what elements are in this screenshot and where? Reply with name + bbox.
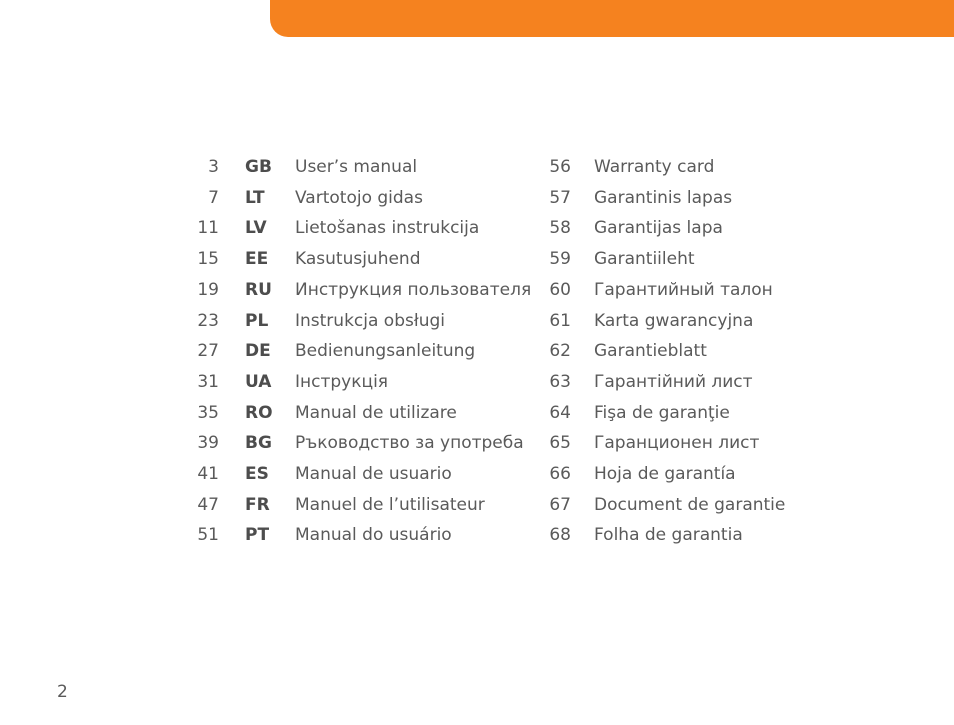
toc-warranty-title[interactable]: Гаранционен лист (594, 433, 760, 454)
toc-warranty-title[interactable]: Fişa de garanţie (594, 402, 730, 423)
toc-page-number: 39 (197, 433, 219, 454)
toc-page-number: 62 (549, 341, 571, 362)
toc-page-number: 61 (549, 310, 571, 331)
toc-manual-title[interactable]: Manuel de l’utilisateur (295, 494, 485, 515)
toc-row (0, 244, 954, 274)
toc-page-number: 66 (549, 464, 571, 484)
toc-page-number: 67 (549, 494, 571, 515)
header-banner (270, 0, 954, 37)
toc-language-code: UA (245, 371, 272, 392)
toc-language-code: LT (245, 187, 265, 208)
toc-language-code: BG (245, 433, 272, 454)
toc-page-number: 27 (197, 341, 219, 362)
toc-manual-title[interactable]: Instrukcja obsługi (295, 310, 445, 331)
toc-warranty-title[interactable]: Hoja de garantía (594, 464, 736, 484)
toc-manual-title[interactable]: Инструкция пользователя (295, 279, 532, 300)
toc-warranty-title[interactable]: Гарантійний лист (594, 371, 753, 392)
toc-row (0, 183, 954, 213)
toc-language-code: DE (245, 341, 271, 362)
toc-warranty-title[interactable]: Document de garantie (594, 494, 786, 515)
toc-page-number: 60 (549, 279, 571, 300)
toc-row (0, 213, 954, 243)
toc-manual-title[interactable]: User’s manual (295, 157, 418, 177)
toc-row (0, 152, 954, 182)
toc-page-number: 64 (549, 402, 571, 423)
toc-warranty-title[interactable]: Гарантийный талон (594, 279, 773, 300)
toc-page-number: 35 (197, 402, 219, 423)
toc-warranty-title[interactable]: Warranty card (594, 157, 715, 177)
toc-language-code: ES (245, 464, 269, 484)
toc-warranty-title[interactable]: Karta gwarancyjna (594, 310, 754, 331)
toc-language-code: RU (245, 279, 272, 300)
toc-page-number: 7 (208, 187, 219, 208)
toc-language-code: PL (245, 310, 269, 331)
toc-page-number: 68 (549, 525, 571, 546)
toc-page-number: 11 (197, 218, 219, 239)
toc-page-number: 47 (197, 494, 219, 515)
toc-warranty-title[interactable]: Garantiileht (594, 249, 695, 270)
toc-warranty-title[interactable]: Garantinis lapas (594, 187, 733, 208)
toc-row (0, 398, 954, 428)
toc-manual-title[interactable]: Lietošanas instrukcija (295, 218, 480, 239)
toc-page-number: 41 (197, 464, 219, 484)
toc-row (0, 490, 954, 520)
toc-warranty-title[interactable]: Folha de garantia (594, 525, 743, 546)
toc-page-number: 51 (197, 525, 219, 546)
toc-page-number: 56 (549, 157, 571, 177)
toc-page-number: 59 (549, 249, 571, 270)
toc-row (0, 367, 954, 397)
toc-page-number: 65 (549, 433, 571, 454)
toc-manual-title[interactable]: Manual do usuário (295, 525, 452, 546)
toc-manual-title[interactable]: Manual de utilizare (295, 402, 457, 423)
toc-language-code: GB (245, 157, 272, 177)
toc-row (0, 520, 954, 550)
toc-page-number: 31 (197, 371, 219, 392)
toc-row (0, 275, 954, 305)
toc-page-number: 3 (208, 157, 219, 177)
toc-page-number: 63 (549, 371, 571, 392)
toc-row (0, 336, 954, 366)
toc-language-code: EE (245, 249, 269, 270)
page-number: 2 (57, 682, 68, 702)
toc-page-number: 57 (549, 187, 571, 208)
toc-manual-title[interactable]: Ръководство за употреба (295, 433, 524, 454)
toc-warranty-title[interactable]: Garantijas lapa (594, 218, 723, 239)
toc-manual-title[interactable]: Інструкція (295, 371, 389, 392)
toc-row (0, 306, 954, 336)
toc-warranty-title[interactable]: Garantieblatt (594, 341, 707, 362)
toc-language-code: FR (245, 494, 270, 515)
toc-manual-title[interactable]: Manual de usuario (295, 464, 452, 484)
toc-page-number: 15 (197, 249, 219, 270)
toc-manual-title[interactable]: Kasutusjuhend (295, 249, 421, 270)
toc-row (0, 459, 954, 489)
toc-language-code: LV (245, 218, 267, 239)
toc-language-code: PT (245, 525, 270, 546)
toc-manual-title[interactable]: Bedienungsanleitung (295, 341, 476, 362)
toc-page-number: 23 (197, 310, 219, 331)
toc-page-number: 19 (197, 279, 219, 300)
toc-manual-title[interactable]: Vartotojo gidas (295, 187, 423, 208)
toc-row (0, 428, 954, 458)
toc-page-number: 58 (549, 218, 571, 239)
toc-language-code: RO (245, 402, 273, 423)
